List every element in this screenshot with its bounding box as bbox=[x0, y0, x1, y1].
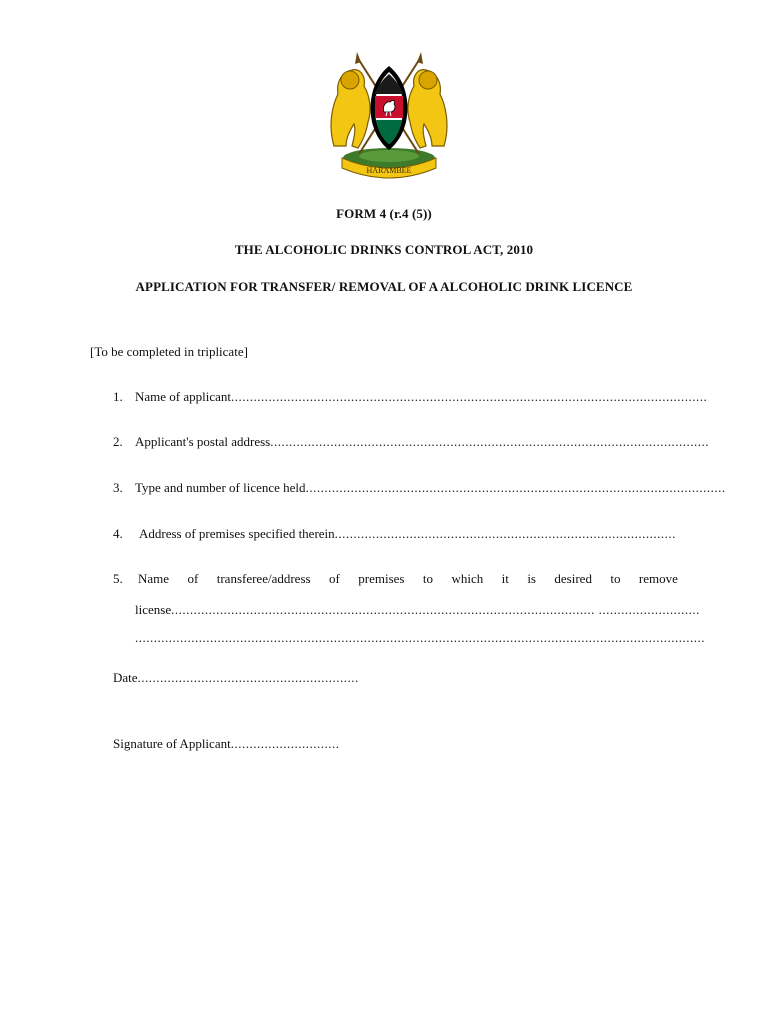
act-title: THE ALCOHOLIC DRINKS CONTROL ACT, 2010 bbox=[234, 242, 534, 257]
fill-in-dots: ............................................................................................................................... bbox=[231, 389, 708, 404]
svg-text:HARAMBEE: HARAMBEE bbox=[366, 166, 412, 175]
fill-in-dots: ................................................................................................................ bbox=[305, 480, 726, 495]
date-label: Date bbox=[113, 670, 138, 685]
question-word: of bbox=[329, 571, 340, 586]
premises-address-field[interactable] bbox=[139, 526, 674, 542]
question-word: transferee/address bbox=[216, 571, 311, 586]
instruction-text: [To be completed in triplicate] bbox=[90, 344, 248, 359]
question-word: desired bbox=[554, 571, 592, 586]
field-label: Address of premises specified therein bbox=[139, 526, 335, 541]
transferee-license-field[interactable] bbox=[135, 602, 700, 618]
question-word: is bbox=[527, 571, 536, 586]
item-number: 3. bbox=[113, 480, 123, 495]
question-word: to bbox=[610, 571, 621, 586]
question-word: remove bbox=[638, 571, 678, 586]
fill-in-dots: ................................................................................................................. ........................... bbox=[171, 602, 700, 617]
question-word: of bbox=[187, 571, 199, 586]
question-word: Name bbox=[138, 571, 170, 586]
question-word: it bbox=[501, 571, 509, 586]
licence-type-number-field[interactable] bbox=[135, 480, 726, 496]
item-number: 1. bbox=[113, 389, 123, 404]
coat-of-arms-emblem bbox=[324, 46, 454, 180]
transferee-extra-line-field[interactable] bbox=[135, 630, 705, 646]
postal-address-field[interactable] bbox=[135, 434, 709, 450]
question-word: to bbox=[422, 571, 434, 586]
name-of-applicant-field[interactable] bbox=[135, 389, 708, 405]
signature-field[interactable] bbox=[113, 736, 353, 752]
transferee-question-text bbox=[138, 571, 678, 587]
fill-in-dots: ........................................................... bbox=[137, 670, 359, 685]
signature-label: Signature of Applicant bbox=[113, 736, 231, 751]
field-label: Type and number of licence held bbox=[135, 480, 306, 495]
date-field[interactable] bbox=[113, 670, 359, 686]
question-word: premises bbox=[358, 571, 405, 586]
field-label: Applicant's postal address bbox=[135, 434, 271, 449]
fill-in-dots: ........................................................................................... bbox=[334, 526, 676, 541]
field-label: license bbox=[135, 602, 172, 617]
form-title: APPLICATION FOR TRANSFER/ REMOVAL OF A ALCOHOLIC DRINK LICENCE bbox=[135, 279, 633, 294]
form-number: FORM 4 (r.4 (5)) bbox=[336, 206, 432, 221]
field-label: Name of applicant bbox=[135, 389, 232, 404]
item-number: 2. bbox=[113, 434, 123, 449]
fill-in-dots: ..................................................................................................................... bbox=[270, 434, 709, 449]
item-number: 4. bbox=[113, 526, 123, 541]
item-number: 5. bbox=[113, 571, 123, 586]
fill-in-dots: ........................................................................................................................................................ bbox=[135, 630, 705, 645]
fill-in-dots: ............................. bbox=[230, 736, 340, 751]
question-word: which bbox=[451, 571, 484, 586]
